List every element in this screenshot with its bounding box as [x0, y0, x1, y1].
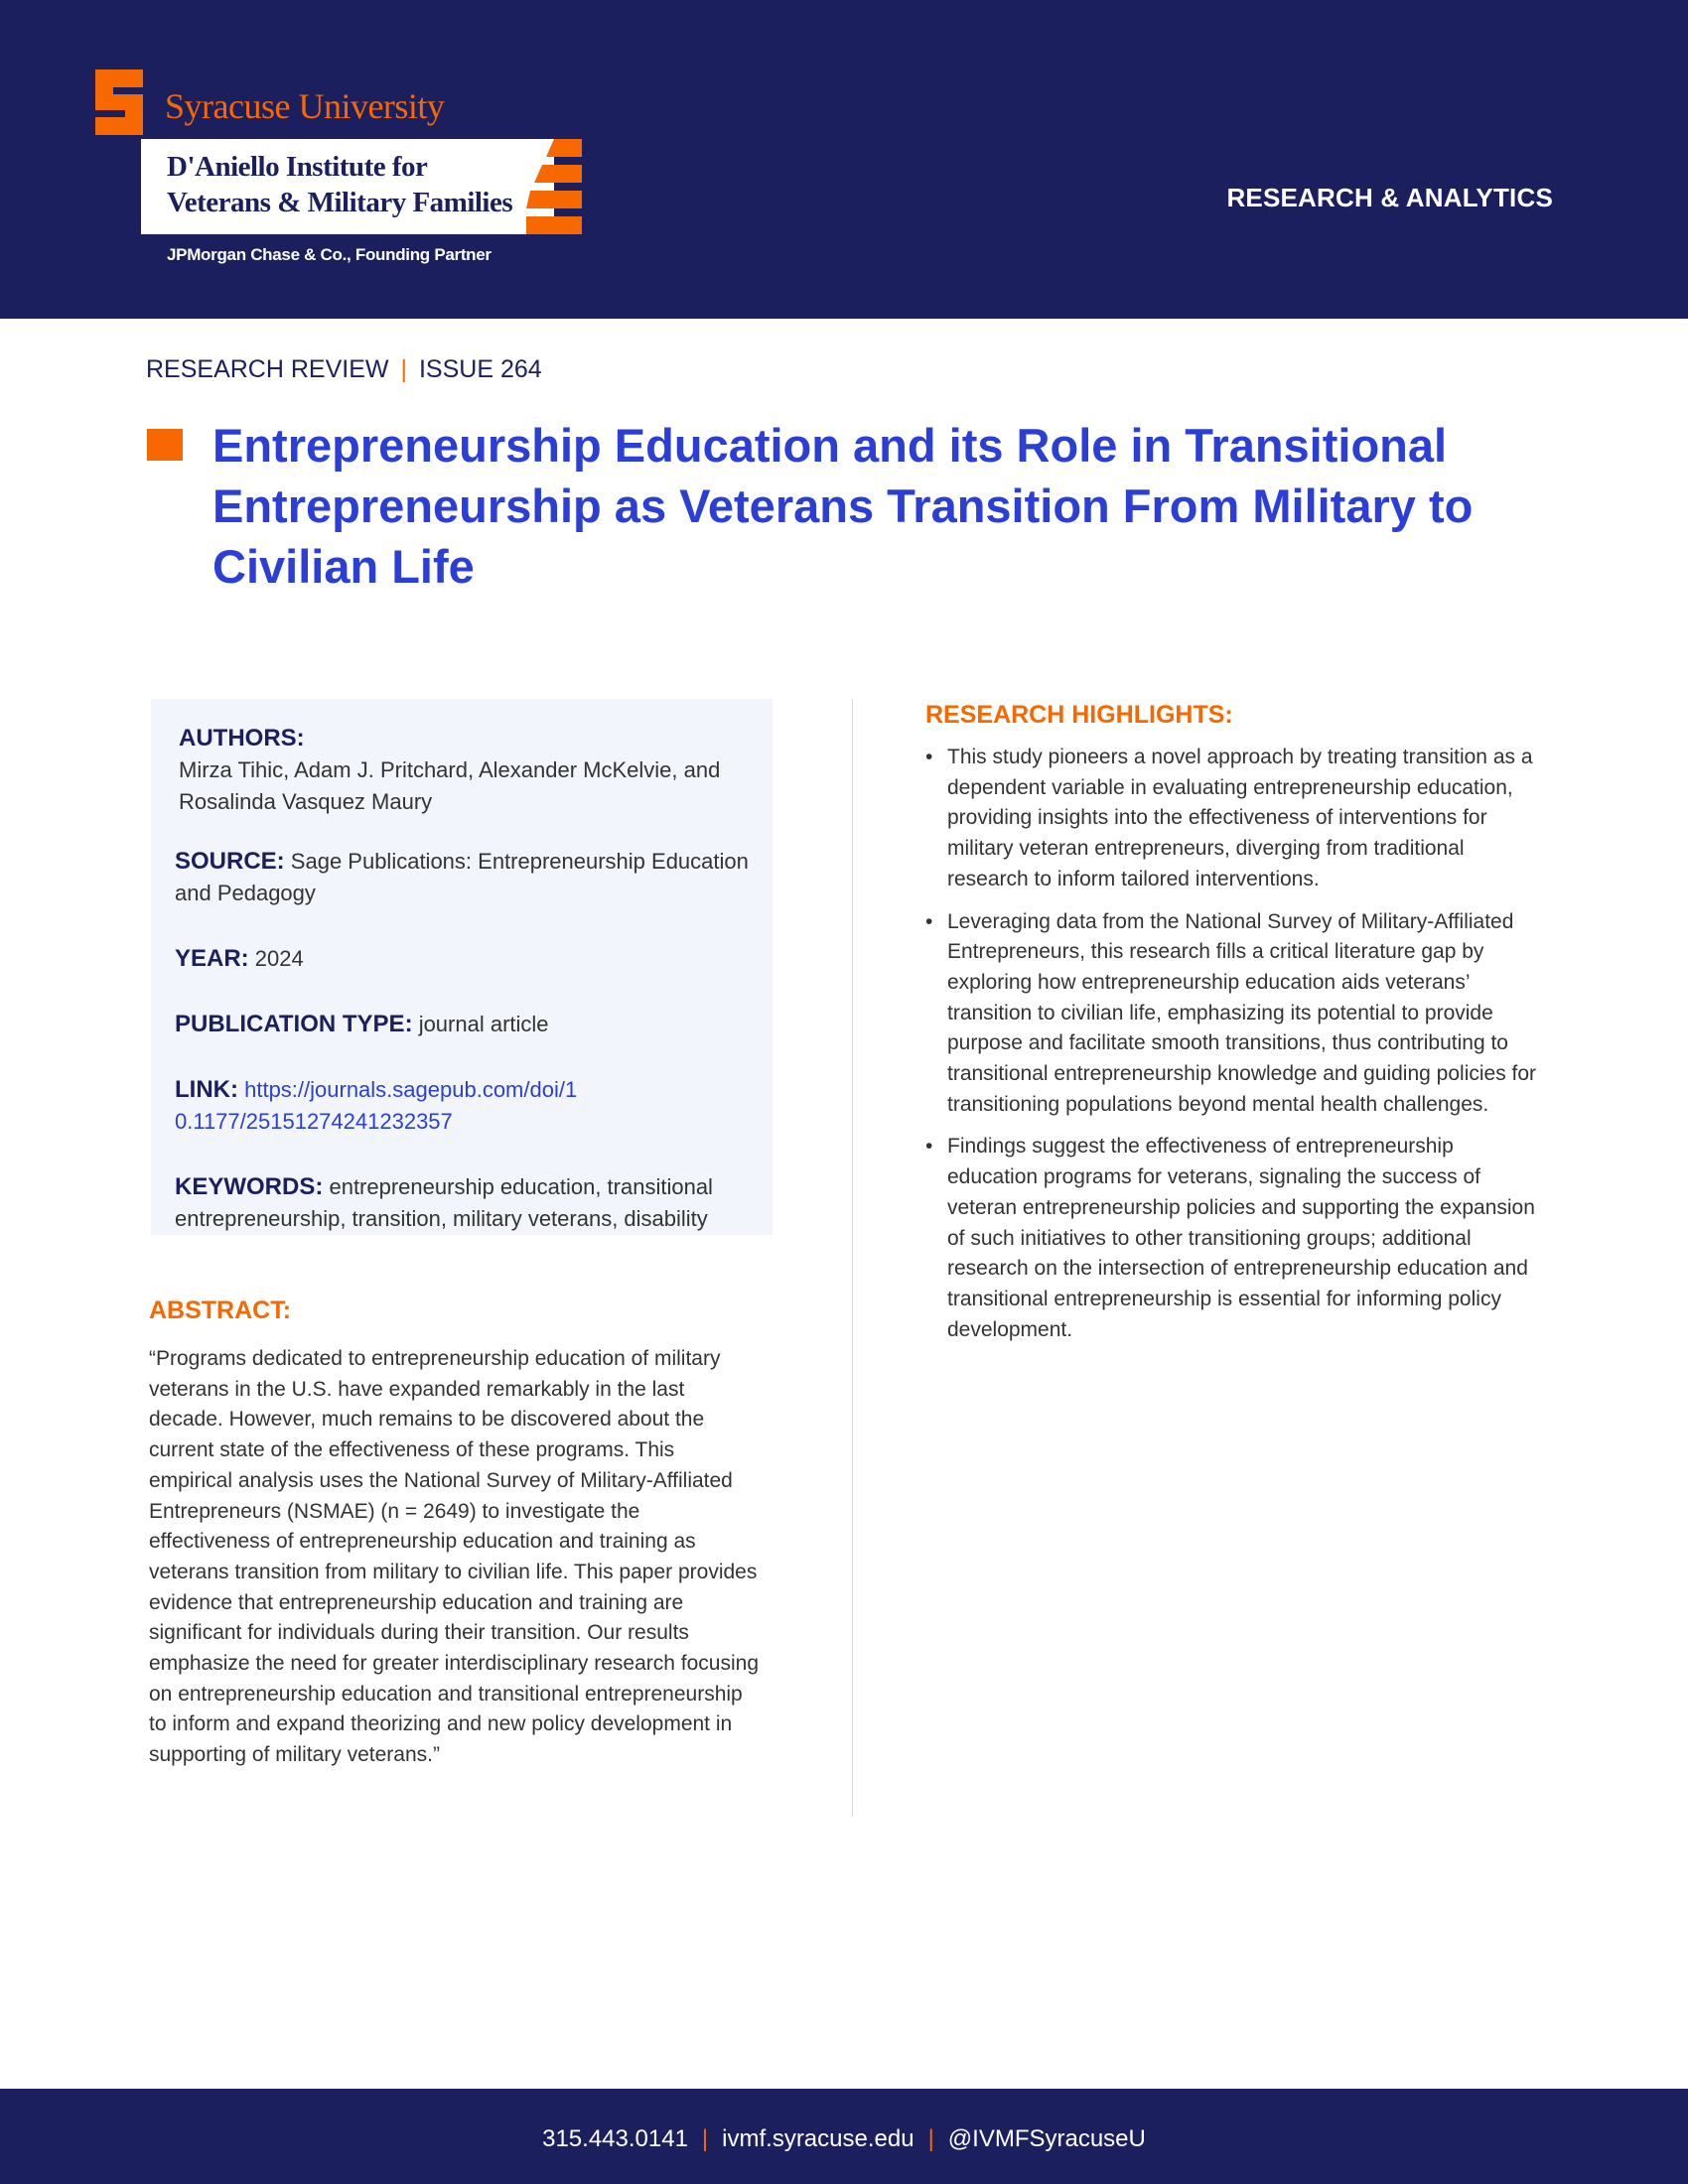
- authors-block: [179, 723, 765, 818]
- pubtype-block: [175, 1009, 761, 1040]
- footer-separator: |: [701, 2125, 709, 2152]
- university-name: Syracuse University: [165, 86, 445, 126]
- section-label: RESEARCH & ANALYTICS: [1226, 183, 1553, 212]
- column-divider: [852, 699, 853, 1817]
- source-value: Sage Publications: Entrepreneurship Education and Pedagogy: [175, 849, 749, 905]
- founding-partner: JPMorgan Chase & Co., Founding Partner: [167, 245, 492, 264]
- year-value: 2024: [254, 946, 304, 971]
- title-accent-square: [147, 429, 183, 461]
- highlights-heading: RESEARCH HIGHLIGHTS:: [925, 701, 1233, 729]
- issue-separator: |: [400, 355, 407, 383]
- link-block: [175, 1074, 592, 1138]
- footer-contact: [0, 2125, 1688, 2153]
- year-label: YEAR:: [175, 945, 249, 972]
- syracuse-s-logo-icon: [91, 66, 147, 139]
- highlight-item: • This study pioneers a novel approach by treating transition as a dependent variable in evaluating entrepreneurship education, providing insights into the effectiveness of interventions for military veteran entrepreneurs, diverging from traditional research to inform tailored interventions.: [925, 743, 1537, 895]
- footer-phone[interactable]: 315.443.0141: [542, 2125, 688, 2152]
- issue-number: ISSUE 264: [418, 355, 542, 383]
- highlights-list: [925, 743, 1537, 1357]
- issue-series: RESEARCH REVIEW: [146, 355, 389, 383]
- page-title: Entrepreneurship Education and its Role in Transitional Entrepreneurship as Veterans Transition From Military to Civilian Life: [212, 419, 1474, 593]
- year-block: [175, 943, 761, 975]
- highlight-item: • Leveraging data from the National Survey of Military-Affiliated Entrepreneurs, this research fills a critical literature gap by exploring how entrepreneurship education aids veterans’ transition to civilian life, emphasizing its potential to provide purpose and facilitate smooth transitions, thus contributing to transitional entrepreneurship knowledge and guiding policies for transitioning populations beyond mental health challenges.: [925, 907, 1537, 1121]
- institute-name-line2: Veterans & Military Families: [167, 187, 513, 218]
- keywords-block: [175, 1171, 757, 1235]
- source-label: SOURCE:: [175, 848, 285, 875]
- pubtype-value: journal article: [418, 1012, 549, 1036]
- issue-line: [146, 355, 542, 384]
- abstract-text: “Programs dedicated to entrepreneurship education of military veterans in the U.S. have expanded remarkably in the last decade. However, much remains to be discovered about the current state of the effectiveness of these programs. This empirical analysis uses the National Survey of Military-Affiliated Entrepreneurs (NSMAE) (n = 2649) to investigate the effectiveness of entrepreneurship education and training as veterans transition from military to civilian life. This paper provides evidence that entrepreneurship education and training are significant for individuals during their transition. Our results emphasize the need for greater interdisciplinary research focusing on entrepreneurship education and transitional entrepreneurship to inform and expand theorizing and new policy development in supporting of military veterans.”: [149, 1347, 759, 1767]
- highlight-item: • Findings suggest the effectiveness of entrepreneurship education programs for veterans, signaling the success of veteran entrepreneurship policies and supporting the expansion of such initiatives to other transitioning groups; additional research on the intersection of entrepreneurship education and transitional entrepreneurship is essential for informing policy development.: [925, 1132, 1537, 1345]
- footer-social[interactable]: @IVMFSyracuseU: [947, 2125, 1146, 2152]
- institute-name-line1: D'Aniello Institute for: [167, 151, 428, 183]
- authors-label: AUTHORS:: [179, 725, 305, 751]
- institute-stripes-icon: [526, 139, 582, 234]
- abstract-heading: ABSTRACT:: [149, 1297, 292, 1324]
- link-label: LINK:: [175, 1076, 238, 1103]
- keywords-label: KEYWORDS:: [175, 1173, 324, 1200]
- article-link[interactable]: https://journals.sagepub.com/doi/10.1177/25151274241232357: [175, 1077, 578, 1134]
- footer-website[interactable]: ivmf.syracuse.edu: [722, 2125, 914, 2152]
- authors-value: Mirza Tihic, Adam J. Pritchard, Alexander McKelvie, and Rosalinda Vasquez Maury: [179, 757, 721, 814]
- keywords-value: entrepreneurship education, transitional entrepreneurship, transition, military veterans, disability: [175, 1174, 713, 1231]
- footer-separator: |: [927, 2125, 934, 2152]
- source-block: [175, 846, 761, 909]
- pubtype-label: PUBLICATION TYPE:: [175, 1011, 413, 1037]
